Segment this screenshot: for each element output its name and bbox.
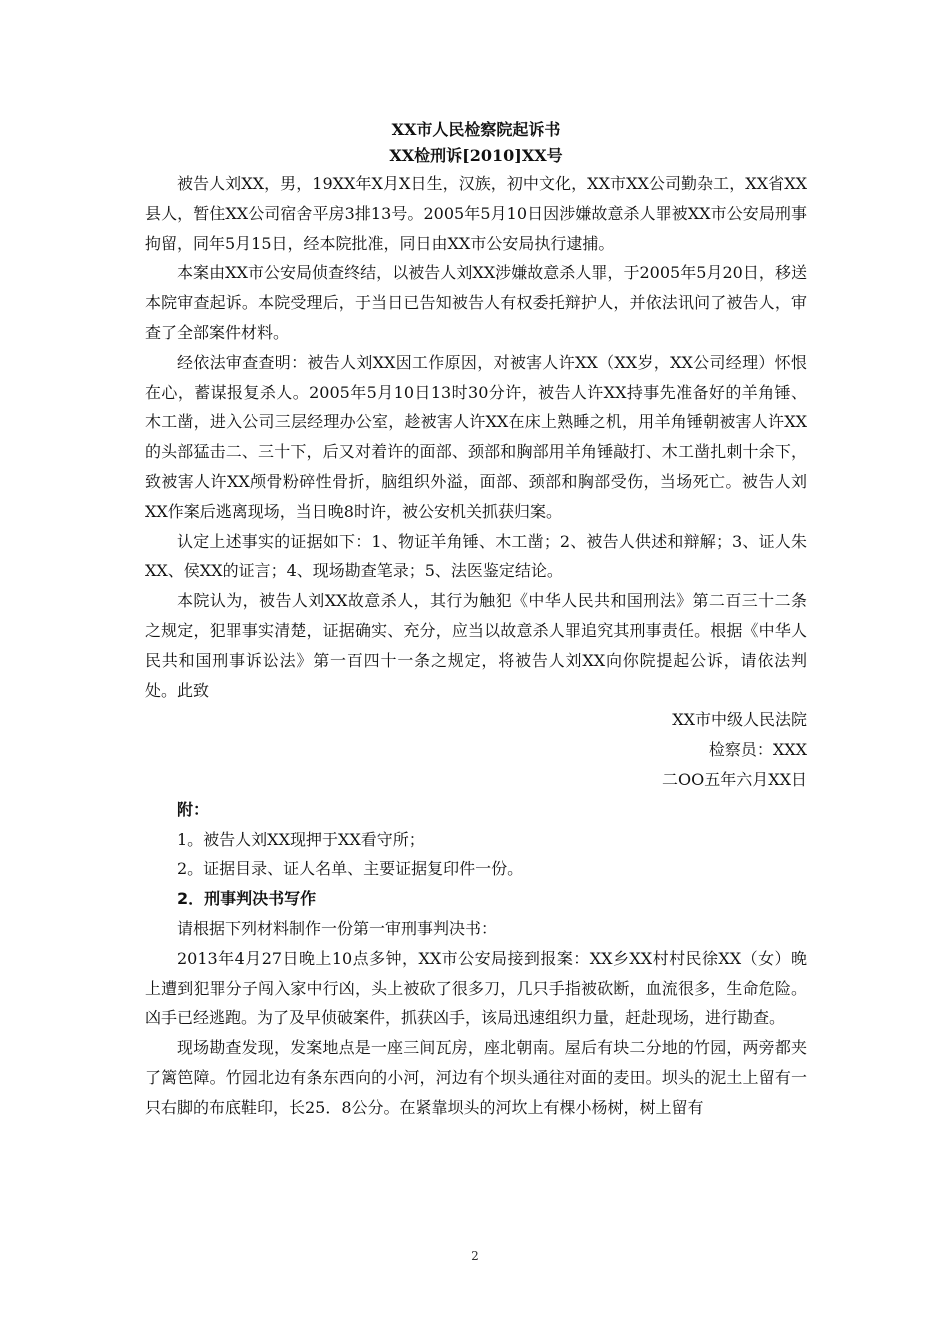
section-intro: 请根据下列材料制作一份第一审刑事判决书： (177, 918, 498, 938)
signature-prosecutor: 检察员：XXX (708, 740, 807, 760)
document-number: XX检刑诉[2010]XX号 (389, 146, 563, 165)
signature-date: 二OO五年六月XX日 (661, 769, 807, 789)
document-body (145, 117, 807, 1123)
attachment-item: 2。证据目录、证人名单、主要证据复印件一份。 (177, 859, 524, 879)
paragraph-defendant-info: 被告人刘XX，男，19XX年X月X日生，汉族，初中文化，XX市XX公司勤杂工，XX省XX县人，暂住XX公司宿舍平房3排13号。2005年5月10日因涉嫌故意杀人罪被XX市公安局刑事拘留，同年5月15日，经本院批准，同日由XX市公安局执行逮捕。 (145, 174, 807, 253)
attachment-item: 1。被告人刘XX现押于XX看守所； (177, 829, 425, 849)
paragraph-facts: 经依法审查查明：被告人刘XX因工作原因，对被害人许XX（XX岁，XX公司经理）怀恨在心，蓄谋报复杀人。2005年5月10日13时30分许，被告人许XX持事先准备好的羊角锤、木工凿，进入公司三层经理办公室，趁被害人许XX在床上熟睡之机，用羊角锤朝被害人许XX的头部猛击二、三十下，后又对着许的面部、颈部和胸部用羊角锤敲打、木工凿扎刺十余下，致被害人许XX颅骨粉碎性骨折，脑组织外溢，面部、颈部和胸部受伤，当场死亡。被告人刘XX作案后逃离现场，当日晚8时许，被公安机关抓获归案。 (145, 352, 807, 521)
paragraph-case-transfer: 本案由XX市公安局侦查终结，以被告人刘XX涉嫌故意杀人罪，于2005年5月20日，移送本院审查起诉。本院受理后，于当日已告知被告人有权委托辩护人，并依法讯问了被告人，审查了全部案件材料。 (145, 263, 807, 342)
signature-court: XX市中级人民法院 (672, 710, 807, 730)
paragraph-conclusion: 本院认为，被告人刘XX故意杀人，其行为触犯《中华人民共和国刑法》第二百三十二条之规定，犯罪事实清楚，证据确实、充分，应当以故意杀人罪追究其刑事责任。根据《中华人民共和国刑事诉讼法》第一百四十一条之规定，将被告人刘XX向你院提起公诉，请依法判处。此致 (145, 591, 807, 700)
paragraph-scene: 现场勘查发现，发案地点是一座三间瓦房，座北朝南。屋后有块二分地的竹园，两旁都夹了篱笆障。竹园北边有条东西向的小河，河边有个坝头通往对面的麦田。坝头的泥土上留有一只右脚的布底鞋印，长25．8公分。在紧靠坝头的河坎上有棵小杨树，树上留有 (145, 1038, 807, 1117)
paragraph-report: 2013年4月27日晚上10点多钟，XX市公安局接到报案：XX乡XX村村民徐XX（女）晚上遭到犯罪分子闯入家中行凶，头上被砍了很多刀，几只手指被砍断，血流很多，生命危险。凶手已经逃跑。为了及早侦破案件，抓获凶手，该局迅速组织力量，赶赴现场，进行勘查。 (145, 948, 807, 1028)
attachment-label: 附： (177, 799, 210, 819)
section-heading: 2．刑事判决书写作 (177, 889, 317, 909)
document-title: XX市人民检察院起诉书 (391, 120, 561, 139)
page-number: 2 (471, 1249, 479, 1263)
paragraph-evidence: 认定上述事实的证据如下：1、物证羊角锤、木工凿；2、被告人供述和辩解；3、证人朱XX、侯XX的证言；4、现场勘查笔录；5、法医鉴定结论。 (145, 531, 807, 581)
